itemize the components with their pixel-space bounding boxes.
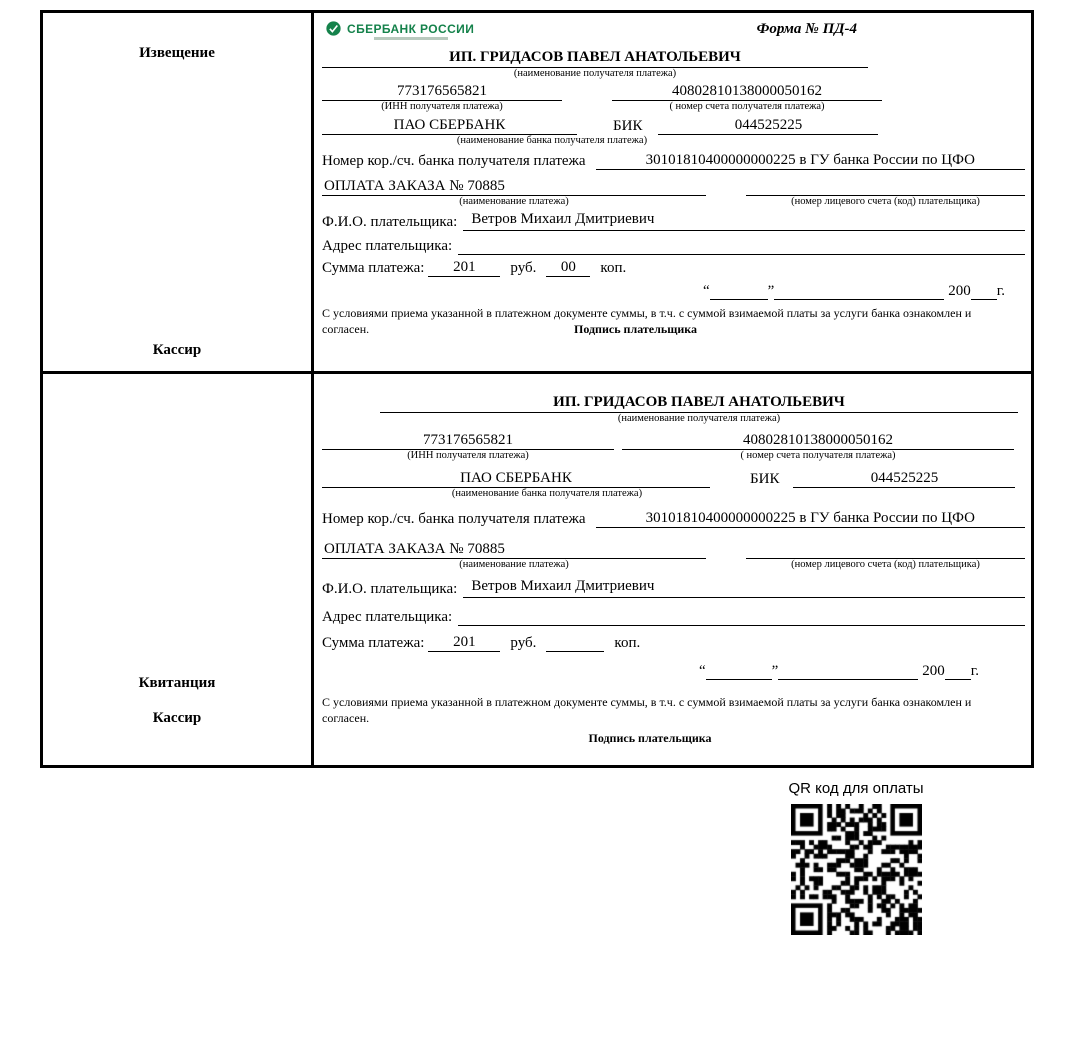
inn-value: 773176565821 xyxy=(322,83,562,101)
notice-left-cell xyxy=(43,13,314,371)
date-suffix: г. xyxy=(996,283,1005,299)
sberbank-logo-icon xyxy=(326,21,341,41)
payee-caption: (наименование получателя платежа) xyxy=(513,68,677,79)
inn-caption: (ИНН получателя платежа) xyxy=(381,101,503,112)
date-year: 200 xyxy=(922,663,945,679)
quote-open: “ xyxy=(702,283,710,299)
purpose-row xyxy=(322,176,1025,196)
date-row xyxy=(322,283,1005,300)
inn-account-row xyxy=(322,432,1025,450)
bik-value: 044525225 xyxy=(658,117,878,135)
payee-block xyxy=(322,49,868,79)
corr-account-label: Номер кор./сч. банка получателя платежа xyxy=(322,511,586,527)
payee-block xyxy=(380,394,1018,424)
receipt-section xyxy=(43,371,1031,765)
sberbank-logo-subtext xyxy=(374,37,448,40)
inn-account-row xyxy=(322,83,1025,101)
kopecks-unit: коп. xyxy=(600,260,627,276)
amount-row xyxy=(322,259,1025,277)
form-number: Форма № ПД-4 xyxy=(756,21,857,37)
payer-name-row xyxy=(322,578,1025,598)
payer-name-value: Ветров Михаил Дмитриевич xyxy=(463,578,1025,598)
date-suffix: г. xyxy=(970,663,979,679)
qr-code xyxy=(791,804,922,935)
amount-kopecks: 00 xyxy=(546,259,590,277)
date-year: 200 xyxy=(948,283,971,299)
bank-row xyxy=(322,470,1025,488)
payee-caption: (наименование получателя платежа) xyxy=(617,413,781,424)
date-day-line xyxy=(710,299,768,300)
bik-label: БИК xyxy=(750,471,780,487)
cashier-label: Кассир xyxy=(152,710,202,726)
bank-caption: (наименование банка получателя платежа) xyxy=(451,488,643,499)
amount-label: Сумма платежа: xyxy=(322,260,425,276)
purpose-captions xyxy=(322,559,1025,570)
corr-account-value: 30101810400000000225 в ГУ банка России по ЦФО xyxy=(596,510,1025,528)
payer-name-label: Ф.И.О. плательщика: xyxy=(322,581,458,597)
bank-name: ПАО СБЕРБАНК xyxy=(322,470,710,488)
corr-account-value: 30101810400000000225 в ГУ банка России по ЦФО xyxy=(596,152,1025,170)
qr-block xyxy=(786,780,926,935)
rubles-unit: руб. xyxy=(510,260,537,276)
bank-row xyxy=(322,117,1025,135)
payer-address-row xyxy=(322,606,1025,626)
agreement-block xyxy=(322,695,1025,726)
purpose-caption: (наименование платежа) xyxy=(459,559,569,570)
account-value: 40802810138000050162 xyxy=(612,83,882,101)
account-caption: ( номер счета получателя платежа) xyxy=(669,101,825,112)
receipt-body xyxy=(314,374,1031,765)
personal-account-caption: (номер лицевого счета (код) плательщика) xyxy=(791,196,980,207)
corr-account-label: Номер кор./сч. банка получателя платежа xyxy=(322,153,586,169)
purpose-row xyxy=(322,539,1025,559)
notice-body xyxy=(314,13,1031,371)
payee-name: ИП. ГРИДАСОВ ПАВЕЛ АНАТОЛЬЕВИЧ xyxy=(380,394,1018,413)
payer-name-value: Ветров Михаил Дмитриевич xyxy=(463,211,1025,231)
agreement-block xyxy=(322,306,1025,337)
inn-value: 773176565821 xyxy=(322,432,614,450)
bank-caption: (наименование банка получателя платежа) xyxy=(456,135,648,146)
rubles-unit: руб. xyxy=(510,635,537,651)
account-value: 40802810138000050162 xyxy=(622,432,1014,450)
amount-rubles: 201 xyxy=(428,634,500,652)
payer-address-value xyxy=(458,235,1025,255)
cashier-label: Кассир xyxy=(152,342,202,358)
inn-caption: (ИНН получателя платежа) xyxy=(407,450,529,461)
date-year-line xyxy=(971,299,997,300)
bik-label: БИК xyxy=(613,118,643,134)
date-year-line xyxy=(945,679,971,680)
date-month-line xyxy=(778,679,918,680)
corr-account-row xyxy=(322,152,1025,170)
amount-rubles: 201 xyxy=(428,259,500,277)
purpose-caption: (наименование платежа) xyxy=(459,196,569,207)
agreement-text: С условиями приема указанной в платежном документе суммы, в т.ч. с суммой взимаемой платы за услуги банка ознакомлен и согласен. xyxy=(322,695,972,725)
bank-name: ПАО СБЕРБАНК xyxy=(322,117,577,135)
kopecks-unit: коп. xyxy=(614,635,641,651)
personal-account-caption: (номер лицевого счета (код) плательщика) xyxy=(791,559,980,570)
sberbank-logo xyxy=(326,21,474,41)
signature-label: Подпись плательщика xyxy=(574,322,697,337)
payer-address-label: Адрес плательщика: xyxy=(322,238,453,254)
payee-name: ИП. ГРИДАСОВ ПАВЕЛ АНАТОЛЬЕВИЧ xyxy=(322,49,868,68)
account-caption: ( номер счета получателя платежа) xyxy=(740,450,896,461)
signature-label: Подпись плательщика xyxy=(588,731,712,746)
date-day-line xyxy=(706,679,772,680)
date-row xyxy=(322,663,979,680)
purpose-captions xyxy=(322,196,1025,207)
payment-purpose: ОПЛАТА ЗАКАЗА № 70885 xyxy=(322,178,706,196)
corr-account-row xyxy=(322,510,1025,528)
quote-open: “ xyxy=(698,663,706,679)
payer-name-row xyxy=(322,211,1025,231)
payment-purpose: ОПЛАТА ЗАКАЗА № 70885 xyxy=(322,541,706,559)
qr-label: QR код для оплаты xyxy=(788,780,924,797)
pd4-form xyxy=(40,10,1034,768)
bik-value: 044525225 xyxy=(793,470,1015,488)
amount-kopecks xyxy=(546,651,604,652)
payer-address-row xyxy=(322,235,1025,255)
personal-account-line xyxy=(746,539,1025,559)
notice-label: Извещение xyxy=(139,45,215,61)
payer-name-label: Ф.И.О. плательщика: xyxy=(322,214,458,230)
sberbank-logo-texts xyxy=(347,22,474,40)
quote-close: ” xyxy=(771,663,779,679)
quote-close: ” xyxy=(767,283,775,299)
payer-address-label: Адрес плательщика: xyxy=(322,609,453,625)
amount-label: Сумма платежа: xyxy=(322,635,425,651)
inn-account-captions xyxy=(322,101,1025,112)
amount-row xyxy=(322,634,1025,652)
form-header xyxy=(322,19,1025,49)
receipt-label: Квитанция xyxy=(138,675,216,691)
notice-section xyxy=(43,13,1031,371)
date-month-line xyxy=(774,299,944,300)
receipt-left-cell xyxy=(43,374,314,765)
inn-account-captions xyxy=(322,450,1025,461)
sberbank-logo-text: СБЕРБАНК РОССИИ xyxy=(347,22,475,36)
payer-address-value xyxy=(458,606,1025,626)
personal-account-line xyxy=(746,176,1025,196)
agreement-text: С условиями приема указанной в платежном документе суммы, в т.ч. с суммой взимаемой платы за услуги банка ознакомлен и согласен. xyxy=(322,306,972,336)
